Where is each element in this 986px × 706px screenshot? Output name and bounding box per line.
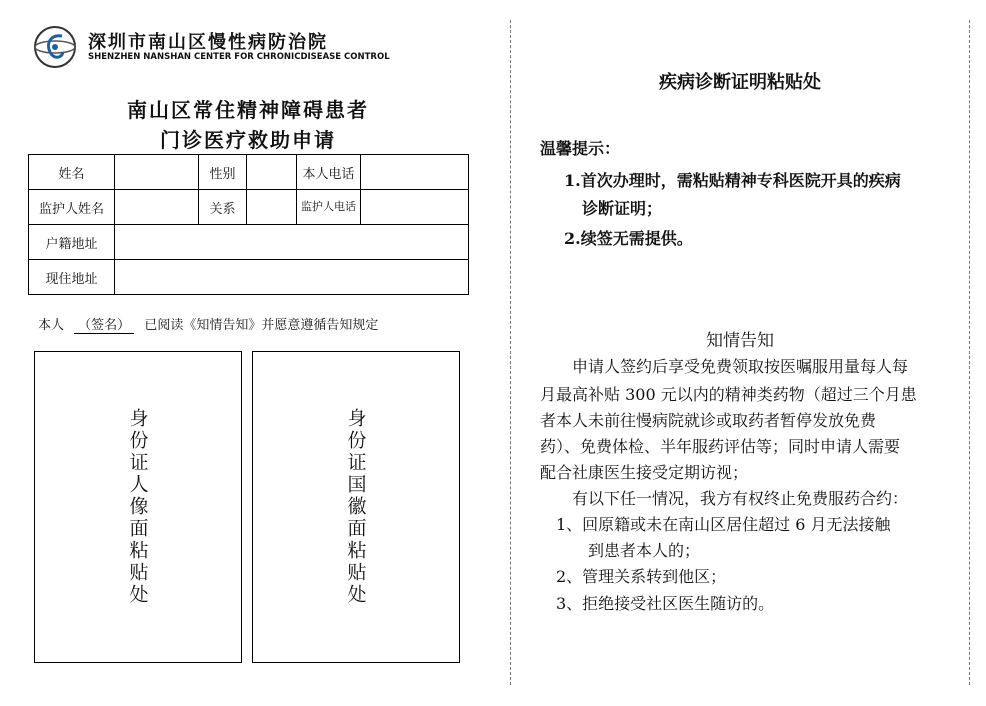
notice-line: 1、回原籍或未在南山区居住超过 6 月无法接触 xyxy=(540,515,891,534)
diagnosis-paste-title: 疾病诊断证明粘贴处 xyxy=(659,72,821,93)
id-back-label: 身份证国徽面粘贴处 xyxy=(344,408,367,606)
notice-line: 月最高补贴 300 元以内的精神类药物（超过三个月患 xyxy=(540,385,917,404)
notice-line: 申请人签约后享受免费领取按医嘱服用量每人每 xyxy=(540,357,909,376)
notice-line: 者本人未前往慢病院就诊或取药者暂停发放免费 xyxy=(540,411,877,430)
guardian-name-field[interactable] xyxy=(115,190,199,225)
hospital-logo-icon xyxy=(32,24,78,70)
name-field[interactable] xyxy=(115,155,199,190)
consent-prefix: 本人 xyxy=(38,318,65,333)
tips-title: 温馨提示： xyxy=(540,139,621,158)
notice-line: 有以下任一情况，我方有权终止免费服药合约： xyxy=(540,489,909,508)
tip-1-line2: 诊断证明； xyxy=(582,199,663,218)
table-row xyxy=(29,225,469,260)
current-address-field[interactable] xyxy=(115,260,469,295)
tip-1-line1: 1.首次办理时，需粘贴精神专科医院开具的疾病 xyxy=(564,171,901,190)
phone-field[interactable] xyxy=(361,155,469,190)
form-title-line1: 南山区常住精神障碍患者 xyxy=(127,98,369,122)
consent-statement xyxy=(38,314,378,334)
notice-line: 药）、免费体检、半年服药评估等；同时申请人需要 xyxy=(540,437,901,456)
notice-line: 配合社康医生接受定期访视； xyxy=(540,463,749,482)
id-front-label: 身份证人像面粘贴处 xyxy=(126,408,149,606)
id-back-paste-area xyxy=(252,351,460,663)
current-address-label: 现住地址 xyxy=(29,260,115,295)
guardian-phone-field[interactable] xyxy=(361,190,469,225)
org-name-en: SHENZHEN NANSHAN CENTER FOR CHRONICDISEASE CONTROL xyxy=(88,52,390,62)
id-front-paste-area xyxy=(34,351,242,663)
phone-label: 本人电话 xyxy=(297,155,361,190)
household-address-label: 户籍地址 xyxy=(29,225,115,260)
form-title-line2: 门诊医疗救助申请 xyxy=(160,128,336,152)
relation-label: 关系 xyxy=(199,190,247,225)
table-row xyxy=(29,155,469,190)
table-row xyxy=(29,190,469,225)
notice-line: 3、拒绝接受社区医生随访的。 xyxy=(540,594,775,613)
signature-field[interactable]: （签名） xyxy=(74,314,134,334)
tip-2: 2.续签无需提供。 xyxy=(564,229,693,248)
gender-label: 性别 xyxy=(199,155,247,190)
table-row xyxy=(29,260,469,295)
notice-line: 2、管理关系转到他区； xyxy=(540,567,727,586)
notice-line: 到患者本人的； xyxy=(540,541,701,560)
notice-title: 知情告知 xyxy=(706,331,774,351)
household-address-field[interactable] xyxy=(115,225,469,260)
org-name-cn: 深圳市南山区慢性病防治院 xyxy=(88,32,328,53)
consent-suffix: 已阅读《知情告知》并愿意遵循告知规定 xyxy=(144,318,379,333)
application-form-table xyxy=(28,154,469,295)
guardian-phone-label: 监护人电话 xyxy=(297,190,361,225)
name-label: 姓名 xyxy=(29,155,115,190)
relation-field[interactable] xyxy=(247,190,297,225)
gender-field[interactable] xyxy=(247,155,297,190)
guardian-name-label: 监护人姓名 xyxy=(29,190,115,225)
